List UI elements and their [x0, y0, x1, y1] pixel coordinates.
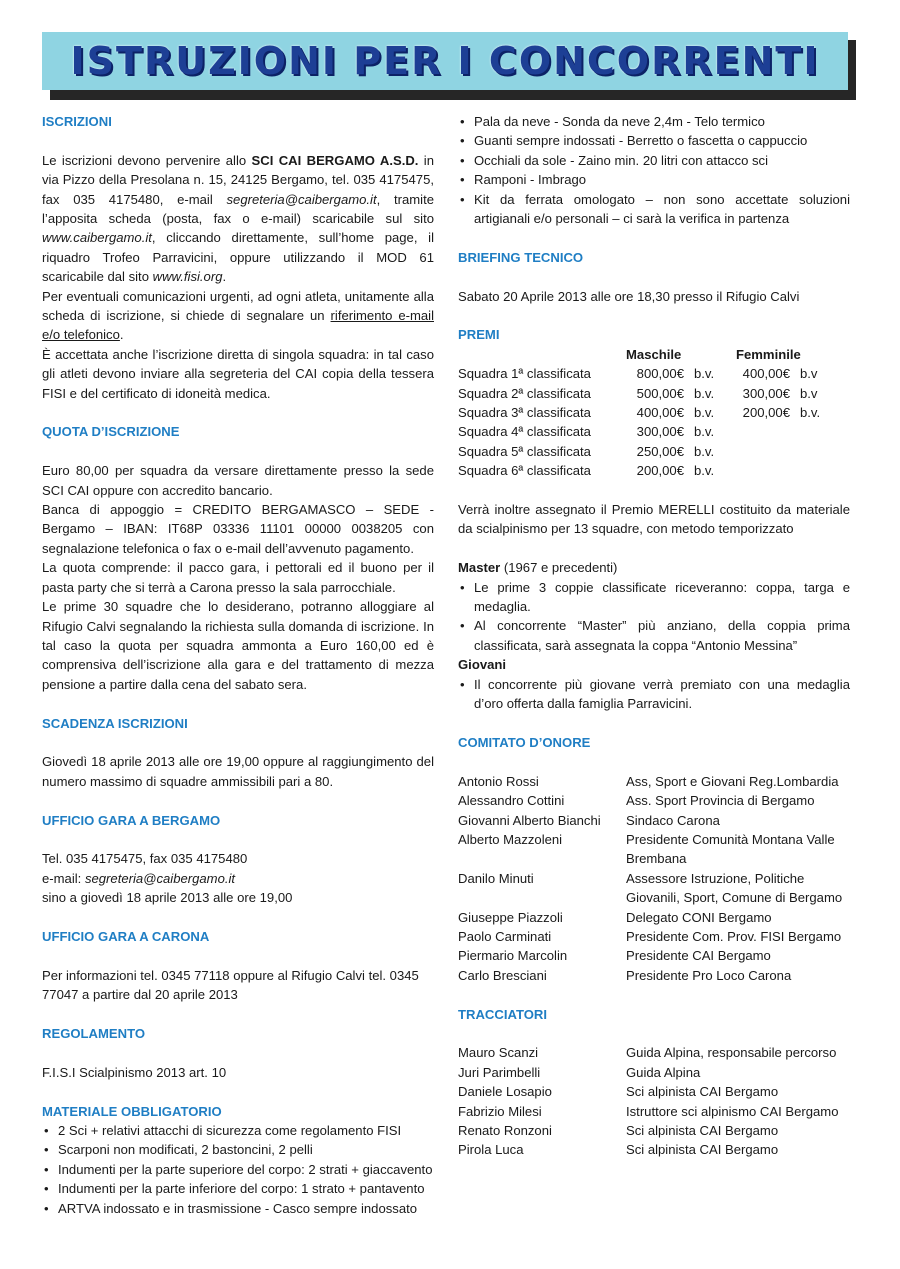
org-name: SCI CAI BERGAMO A.S.D.: [251, 152, 419, 168]
person-name: Giuseppe Piazzoli: [458, 909, 563, 925]
prize-m: 300,00€: [636, 424, 684, 440]
ufficio-bergamo-email: [42, 869, 434, 888]
table-row: [458, 772, 850, 791]
list-item: • Il concorrente più giovane verrà premiato con una medaglia d’oro offerta dalla famiglia Parravicini.: [458, 675, 850, 714]
list-item: • Kit da ferrata omologato – non sono accettate soluzioni artigianali e/o personali – ci sarà la verifica in partenza: [458, 190, 850, 229]
prize-table: [458, 345, 850, 481]
left-column: [42, 112, 434, 1218]
person-role: Assessore Istruzione, Politiche Giovanili, Sport, Comune di Bergamo: [626, 870, 843, 906]
person-role: Guida Alpina, responsabile percorso: [626, 1045, 837, 1061]
person-name: Alberto Mazzoleni: [458, 831, 563, 847]
person-role: Presidente CAI Bergamo: [626, 948, 771, 964]
iscrizioni-paragraph-3: È accettata anche l’iscrizione diretta di singola squadra: in tal caso gli atleti devono inviare alla segreteria del CAI copia della tessera FISI e del certificato di idoneità medica.: [42, 346, 434, 401]
section-heading-premi: PREMI: [458, 327, 500, 343]
prize-f: [736, 442, 790, 461]
right-column: [458, 112, 850, 1160]
list-item: • Pala da neve - Sonda da neve 2,4m - Telo termico: [458, 112, 850, 131]
quota-paragraph-1: Euro 80,00 per squadra da versare direttamente presso la sede SCI CAI oppure con accredito bancario.: [42, 463, 434, 498]
master-list: [458, 578, 850, 656]
person-name: Piermario Marcolin: [458, 948, 568, 964]
list-item: • Occhiali da sole - Zaino min. 20 litri con attacco sci: [458, 151, 850, 170]
text: e-mail:: [42, 870, 85, 886]
person-name: Danilo Minuti: [458, 870, 534, 886]
table-row: [458, 1140, 850, 1159]
giovani-heading: [458, 655, 850, 674]
person-role: Istruttore sci alpinismo CAI Bergamo: [626, 1103, 839, 1119]
giovani-list: [458, 675, 850, 714]
prize-label: Squadra 6ª classificata: [458, 463, 591, 479]
iscrizioni-paragraph-1: [42, 151, 434, 287]
ufficio-bergamo-phone: Tel. 035 4175475, fax 035 4175480: [42, 851, 248, 867]
email-link[interactable]: segreteria@caibergamo.it: [226, 191, 377, 207]
person-role: Delegato CONI Bergamo: [626, 909, 772, 925]
table-row: [458, 1102, 850, 1121]
person-name: Giovanni Alberto Bianchi: [458, 812, 601, 828]
prize-m-unit: b.v.: [694, 366, 715, 382]
section-heading-tracciatori: TRACCIATORI: [458, 1006, 547, 1022]
prize-f-unit: [790, 442, 840, 461]
prize-label: Squadra 2ª classificata: [458, 385, 591, 401]
table-row: [458, 830, 850, 869]
person-role: Sindaco Carona: [626, 812, 720, 828]
iscrizioni-paragraph-2: [42, 287, 434, 345]
prize-f: [736, 422, 790, 441]
prize-m-unit: b.v.: [694, 443, 715, 459]
master-note: (1967 e precedenti): [500, 560, 618, 576]
table-row: [458, 1121, 850, 1140]
table-row: [458, 946, 850, 965]
briefing-paragraph: Sabato 20 Aprile 2013 alle ore 18,30 presso il Rifugio Calvi: [458, 288, 800, 304]
table-row: [458, 364, 850, 383]
ufficio-bergamo-hours: sino a giovedì 18 aprile 2013 alle ore 19,00: [42, 890, 293, 906]
column-header-maschile: Maschile: [626, 346, 682, 362]
table-row: [458, 422, 850, 441]
prize-f-unit: b.v: [800, 366, 818, 382]
quota-paragraph-4: Le prime 30 squadre che lo desiderano, potranno alloggiare al Rifugio Calvi segnalando la richiesta sulla domanda di iscrizione. In tal caso la quota per squadra ammonta a Euro 160,00 ed è comprensiva dell’iscrizione alla gara e del trattamento di mezza pensione a partire dalla cena del sabato sera.: [42, 599, 434, 692]
table-row: [458, 1043, 850, 1062]
person-role: Sci alpinista CAI Bergamo: [626, 1084, 779, 1100]
list-item: • ARTVA indossato e in trasmissione - Casco sempre indossato: [42, 1199, 434, 1218]
master-heading: [458, 558, 850, 577]
person-name: Juri Parimbelli: [458, 1064, 541, 1080]
list-item: • Guanti sempre indossati - Berretto o fascetta o cappuccio: [458, 131, 850, 150]
section-heading-regolamento: REGOLAMENTO: [42, 1025, 146, 1041]
person-name: Mauro Scanzi: [458, 1045, 539, 1061]
prize-table-header: [458, 345, 850, 364]
prize-m: 250,00€: [636, 443, 684, 459]
person-role: Presidente Pro Loco Carona: [626, 967, 792, 983]
table-row: [458, 461, 850, 480]
prize-f: [736, 461, 790, 480]
regolamento-paragraph: F.I.S.I Scialpinismo 2013 art. 10: [42, 1064, 227, 1080]
section-heading-comitato: COMITATO D’ONORE: [458, 734, 591, 750]
person-role: Sci alpinista CAI Bergamo: [626, 1122, 779, 1138]
quota-paragraph-3: La quota comprende: il pacco gara, i pettorali ed il buono per il pasta party che si terrà a Carona presso la sala parrocchiale.: [42, 560, 434, 595]
table-row: [458, 791, 850, 810]
section-heading-iscrizioni: ISCRIZIONI: [42, 114, 112, 129]
section-heading-briefing: BRIEFING TECNICO: [458, 249, 584, 265]
prize-f-unit: [790, 461, 840, 480]
underlined-text: riferimento e-mail e/o telefonico: [42, 308, 434, 343]
prize-f: 200,00€: [742, 405, 790, 421]
prize-m-unit: b.v.: [694, 424, 715, 440]
table-row: [458, 384, 850, 403]
person-name: Fabrizio Milesi: [458, 1103, 542, 1119]
section-heading-quota: QUOTA D’ISCRIZIONE: [42, 424, 180, 440]
email-link[interactable]: segreteria@caibergamo.it: [84, 870, 236, 886]
text: , tramite l’apposita scheda (posta, fax o e-mail) scaricabile sul sito: [42, 191, 434, 227]
person-name: Alessandro Cottini: [458, 793, 565, 809]
page-title: ISTRUZIONI PER I CONCORRENTI: [70, 39, 820, 83]
prize-label: Squadra 4ª classificata: [458, 424, 591, 440]
text: , cliccando direttamente, sull’home page, il riquadro Trofeo Parravicini, oppure utilizzando il MOD 61 scaricabile dal sito: [42, 230, 434, 285]
banner-box: [42, 32, 848, 90]
title-banner: [42, 32, 860, 98]
prize-m: 400,00€: [636, 405, 684, 421]
list-item: • Indumenti per la parte superiore del corpo: 2 strati + giaccavento: [42, 1160, 434, 1179]
materiale-list-right: [458, 112, 850, 228]
list-item: • Indumenti per la parte inferiore del corpo: 1 strato + pantavento: [42, 1179, 434, 1198]
ufficio-carona-paragraph: Per informazioni tel. 0345 77118 oppure al Rifugio Calvi tel. 0345 77047 a partire dal 20 aprile 2013: [42, 967, 419, 1003]
table-row: [458, 869, 850, 908]
prize-f: 300,00€: [742, 385, 790, 401]
person-role: Ass. Sport Provincia di Bergamo: [626, 793, 815, 809]
prize-m-unit: b.v.: [694, 463, 715, 479]
person-name: Pirola Luca: [458, 1142, 524, 1158]
comitato-table: [458, 772, 850, 985]
table-row: [458, 442, 850, 461]
prize-label: Squadra 5ª classificata: [458, 443, 591, 459]
giovani-label: Giovani: [458, 657, 507, 673]
table-row: [458, 1082, 850, 1101]
merelli-paragraph: Verrà inoltre assegnato il Premio MERELLI costituito da materiale da scialpinismo per 13 squadre, con metodo temporizzato: [458, 502, 850, 537]
section-heading-ufficio-bergamo: UFFICIO GARA A BERGAMO: [42, 812, 221, 828]
person-role: Sci alpinista CAI Bergamo: [626, 1142, 779, 1158]
person-role: Presidente Comunità Montana Valle Brembana: [626, 831, 835, 867]
prize-label: Squadra 3ª classificata: [458, 405, 591, 421]
section-heading-materiale: MATERIALE OBBLIGATORIO: [42, 1103, 222, 1119]
materiale-list-left: [42, 1121, 434, 1218]
text: in via Pizzo della Presolana n. 15, 24125 Bergamo, tel. 035 4175475, fax 035 4175480, e-mail: [42, 152, 434, 207]
table-row: [458, 811, 850, 830]
list-item: • 2 Sci + relativi attacchi di sicurezza come regolamento FISI: [42, 1121, 434, 1140]
scadenza-paragraph: Giovedì 18 aprile 2013 alle ore 19,00 oppure al raggiungimento del numero massimo di squadre ammissibili pari a 80.: [42, 754, 434, 789]
website-link[interactable]: www.fisi.org: [152, 269, 223, 285]
text: Le iscrizioni devono pervenire allo: [42, 152, 252, 168]
prize-m: 200,00€: [636, 463, 684, 479]
table-row: [458, 403, 850, 422]
prize-m: 500,00€: [636, 385, 684, 401]
person-name: Carlo Bresciani: [458, 967, 547, 983]
list-item: • Ramponi - Imbrago: [458, 170, 850, 189]
section-heading-ufficio-carona: UFFICIO GARA A CARONA: [42, 928, 210, 944]
section-heading-scadenza: SCADENZA ISCRIZIONI: [42, 715, 188, 731]
prize-m-unit: b.v.: [694, 385, 715, 401]
table-row: [458, 927, 850, 946]
list-item: • Le prime 3 coppie classificate riceveranno: coppa, targa e medaglia.: [458, 578, 850, 617]
master-label: Master: [458, 560, 501, 576]
column-header-femminile: Femminile: [736, 346, 801, 362]
prize-f: 400,00€: [742, 366, 790, 382]
person-role: Ass, Sport e Giovani Reg.Lombardia: [626, 773, 839, 789]
prize-f-unit: [790, 422, 840, 441]
website-link[interactable]: www.caibergamo.it: [42, 230, 152, 246]
text: .: [222, 269, 227, 285]
person-name: Antonio Rossi: [458, 773, 539, 789]
table-row: [458, 1063, 850, 1082]
person-role: Presidente Com. Prov. FISI Bergamo: [626, 928, 842, 944]
table-row: [458, 966, 850, 985]
prize-m-unit: b.v.: [694, 405, 715, 421]
person-name: Renato Ronzoni: [458, 1122, 552, 1138]
table-row: [458, 908, 850, 927]
prize-m: 800,00€: [636, 366, 684, 382]
quota-paragraph-2: Banca di appoggio = CREDITO BERGAMASCO – SEDE - Bergamo – IBAN: IT68P 03336 11101 00000 0038205 con segnalazione telefonica o fax o e-mail dell’avvenuto pagamento.: [42, 502, 434, 556]
prize-f-unit: b.v: [800, 385, 818, 401]
text: Per eventuali comunicazioni urgenti, ad ogni atleta, unitamente alla scheda di iscrizione, si chiede di segnalare un: [42, 288, 434, 324]
list-item: • Scarponi non modificati, 2 bastoncini, 2 pelli: [42, 1140, 434, 1159]
text: .: [119, 327, 124, 343]
tracciatori-table: [458, 1043, 850, 1159]
list-item: • Al concorrente “Master” più anziano, della coppia prima classificata, sarà assegnata la coppa “Antonio Messina”: [458, 616, 850, 655]
person-name: Daniele Losapio: [458, 1084, 552, 1100]
prize-label: Squadra 1ª classificata: [458, 366, 591, 382]
prize-f-unit: b.v.: [800, 405, 821, 421]
person-role: Guida Alpina: [626, 1064, 701, 1080]
person-name: Paolo Carminati: [458, 928, 552, 944]
